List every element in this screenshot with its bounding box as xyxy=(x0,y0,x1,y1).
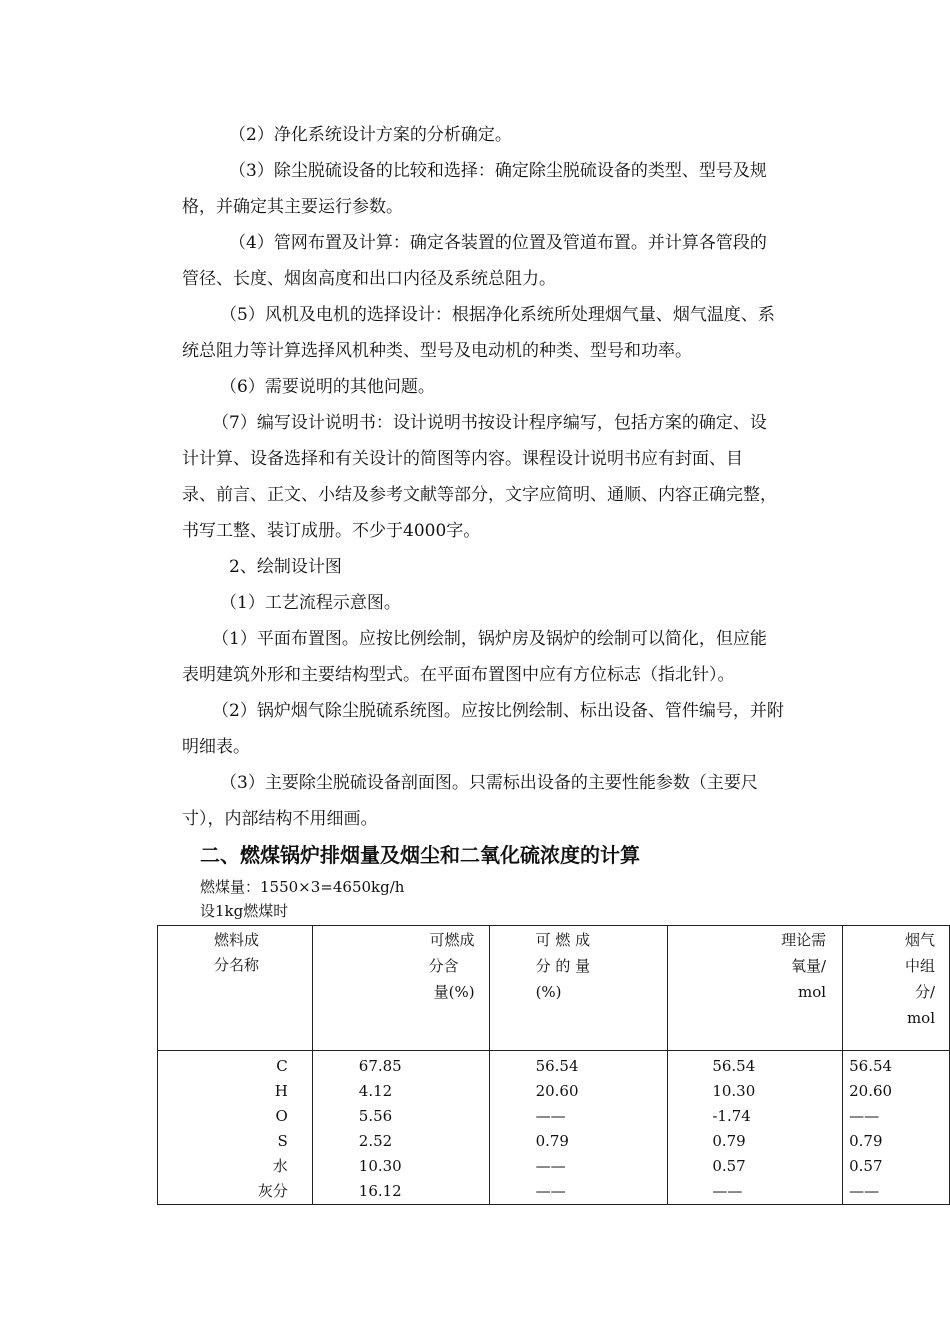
paragraph-line: 格，并确定其主要运行参数。 xyxy=(182,197,403,217)
table-cell: H xyxy=(274,1082,288,1100)
table-cell: 灰分 xyxy=(257,1182,288,1200)
paragraph-line: （1）平面布置图。应按比例绘制，锅炉房及锅炉的绘制可以简化，但应能 xyxy=(212,629,767,649)
table-cell: 0.79 xyxy=(535,1132,569,1150)
table-cell: 2.52 xyxy=(358,1132,393,1150)
table-cell: 0.79 xyxy=(712,1132,746,1150)
table-cell: —— xyxy=(535,1157,566,1175)
paragraph-line: （3）主要除尘脱硫设备剖面图。只需标出设备的主要性能参数（主要尺 xyxy=(220,773,758,793)
table-cell: —— xyxy=(712,1182,743,1200)
paragraph-line: （2）净化系统设计方案的分析确定。 xyxy=(229,125,512,145)
paragraph-line: 统总阻力等计算选择风机种类、型号及电动机的种类、型号和功率。 xyxy=(182,341,692,361)
header-combustible-amount: 可 燃 成 分 的 量 (%) xyxy=(489,926,668,1051)
paragraph-line: 录、前言、正文、小结及参考文献等部分，文字应简明、通顺、内容正确完整， xyxy=(182,485,777,505)
table-cell: 20.60 xyxy=(535,1082,579,1100)
paragraph-line: 2、绘制设计图 xyxy=(229,557,342,577)
table-cell: 56.54 xyxy=(535,1057,579,1075)
table-cell: 水 xyxy=(272,1157,288,1175)
table-header-row xyxy=(158,926,950,1051)
paragraph-line: 表明建筑外形和主要结构型式。在平面布置图中应有方位标志（指北针）。 xyxy=(182,665,735,685)
table-data-row xyxy=(158,1051,950,1205)
column-flue xyxy=(843,1051,950,1205)
table-cell: 20.60 xyxy=(849,1082,893,1100)
column-content xyxy=(312,1051,489,1205)
table-cell: 0.79 xyxy=(849,1132,883,1150)
paragraph-line: 明细表。 xyxy=(182,737,250,757)
table-cell: O xyxy=(275,1107,288,1125)
paragraph-line: （4）管网布置及计算：确定各装置的位置及管道布置。并计算各管段的 xyxy=(229,233,767,253)
header-flue-gas-component: 烟气 中组 分/ mol xyxy=(843,926,950,1051)
table-cell: -1.74 xyxy=(712,1107,751,1125)
header-combustible-content: 可燃成 分含 量(%) xyxy=(312,926,489,1051)
paragraph-line: （7）编写设计说明书：设计说明书按设计程序编写，包括方案的确定、设 xyxy=(212,413,767,433)
header-theoretical-oxygen: 理论需 氧量/ mol xyxy=(668,926,843,1051)
column-amount xyxy=(489,1051,668,1205)
table-cell: 5.56 xyxy=(358,1107,393,1125)
paragraph-line: （3）除尘脱硫设备的比较和选择：确定除尘脱硫设备的类型、型号及规 xyxy=(229,161,767,181)
table-cell: 56.54 xyxy=(712,1057,756,1075)
table-cell: 67.85 xyxy=(358,1057,402,1075)
table-cell: C xyxy=(276,1057,288,1075)
paragraph-line: （1）工艺流程示意图。 xyxy=(220,593,401,613)
coal-amount-line: 燃煤量：1550×3=4650kg/h xyxy=(200,878,405,896)
column-oxygen xyxy=(668,1051,843,1205)
table-cell: S xyxy=(277,1132,288,1150)
paragraph-line: 书写工整、装订成册。不少于4000字。 xyxy=(182,521,481,541)
paragraph-line: 寸），内部结构不用细画。 xyxy=(182,809,378,829)
fuel-composition-table xyxy=(157,925,950,1205)
table-cell: —— xyxy=(535,1182,566,1200)
paragraph-line: 管径、长度、烟囱高度和出口内径及系统总阻力。 xyxy=(182,269,556,289)
table-cell: —— xyxy=(849,1182,880,1200)
section-heading: 二、燃煤锅炉排烟量及烟尘和二氧化硫浓度的计算 xyxy=(200,843,640,867)
table-cell: —— xyxy=(535,1107,566,1125)
table-cell: —— xyxy=(849,1107,880,1125)
table-cell: 10.30 xyxy=(712,1082,756,1100)
header-fuel-name: 燃料成 分名称 xyxy=(158,926,313,1051)
column-names xyxy=(158,1051,313,1205)
table-cell: 0.57 xyxy=(849,1157,883,1175)
paragraph-line: 计计算、设备选择和有关设计的简图等内容。课程设计说明书应有封面、目 xyxy=(182,449,743,469)
table-cell: 56.54 xyxy=(849,1057,893,1075)
paragraph-line: （2）锅炉烟气除尘脱硫系统图。应按比例绘制、标出设备、管件编号，并附 xyxy=(212,701,784,721)
table-cell: 10.30 xyxy=(358,1157,402,1175)
table-cell: 4.12 xyxy=(358,1082,393,1100)
table-cell: 16.12 xyxy=(358,1182,402,1200)
paragraph-line: （6）需要说明的其他问题。 xyxy=(220,377,435,397)
table-cell: 0.57 xyxy=(712,1157,746,1175)
assumption-line: 设1kg燃煤时 xyxy=(200,902,289,920)
paragraph-line: （5）风机及电机的选择设计：根据净化系统所处理烟气量、烟气温度、系 xyxy=(220,305,775,325)
